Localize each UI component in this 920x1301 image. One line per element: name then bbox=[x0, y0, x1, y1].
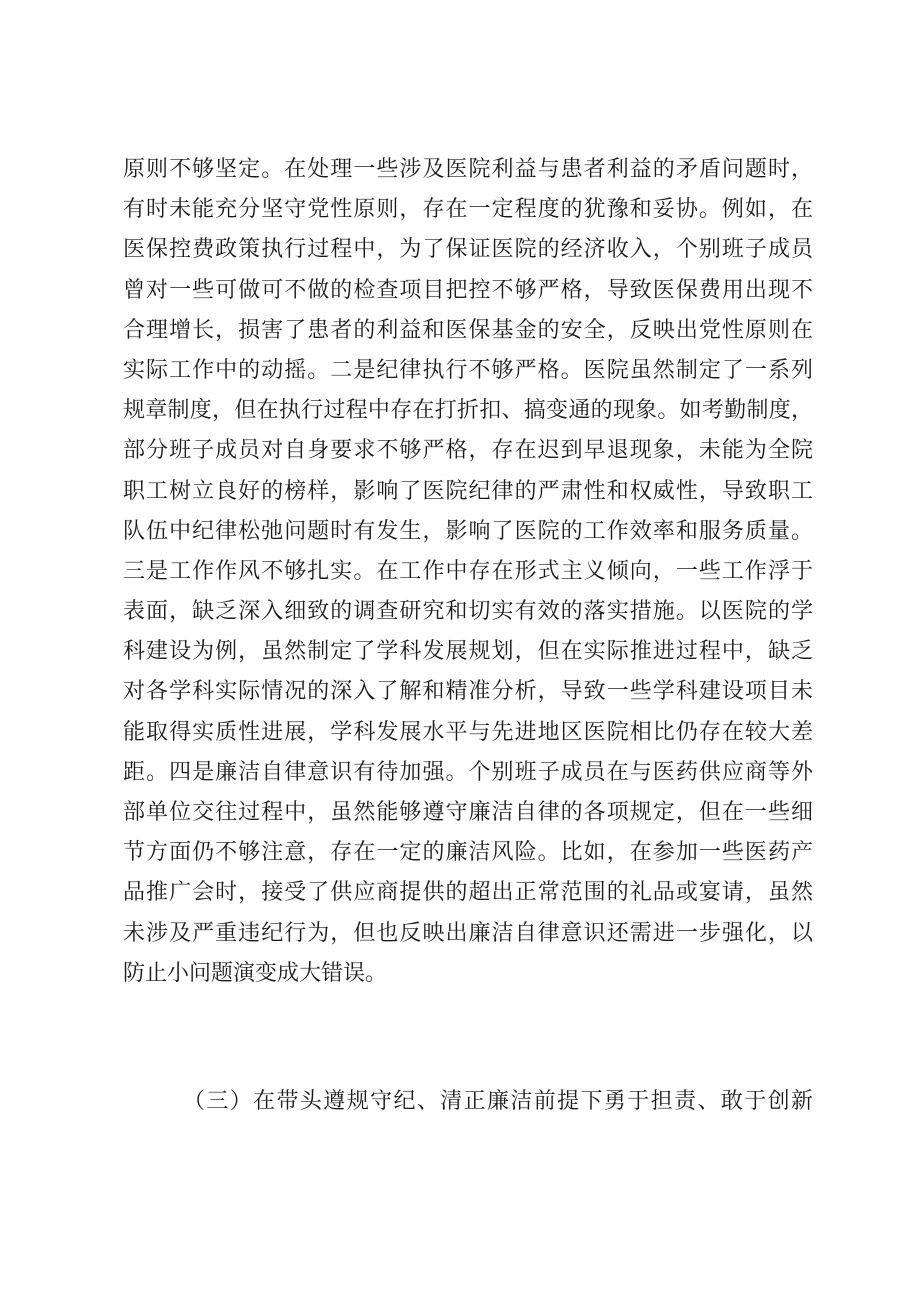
paragraph-line: 合理增长，损害了患者的利益和医保基金的安全，反映出党性原则在 bbox=[123, 317, 813, 343]
paragraph-line: 品推广会时，接受了供应商提供的超出正常范围的礼品或宴请，虽然 bbox=[123, 880, 813, 906]
paragraph-line: 节方面仍不够注意，存在一定的廉洁风险。比如，在参加一些医药产 bbox=[123, 840, 813, 866]
paragraph-line: 未涉及严重违纪行为，但也反映出廉洁自律意识还需进一步强化，以 bbox=[123, 920, 813, 946]
section-heading: （三）在带头遵规守纪、清正廉洁前提下勇于担责、敢于创新 bbox=[183, 1089, 813, 1114]
paragraph-line: 职工树立良好的榜样，影响了医院纪律的严肃性和权威性，导致职工 bbox=[123, 478, 813, 504]
paragraph-line: 距。四是廉洁自律意识有待加强。个别班子成员在与医药供应商等外 bbox=[123, 759, 813, 785]
paragraph-line: 规章制度，但在执行过程中存在打折扣、搞变通的现象。如考勤制度， bbox=[123, 398, 813, 424]
body-paragraph bbox=[123, 150, 813, 994]
paragraph-line: 部分班子成员对自身要求不够严格，存在迟到早退现象，未能为全院 bbox=[123, 438, 813, 464]
paragraph-line: 科建设为例，虽然制定了学科发展规划，但在实际推进过程中，缺乏 bbox=[123, 639, 813, 665]
paragraph-line: 防止小问题演变成大错误。 bbox=[123, 960, 388, 986]
paragraph-line: 对各学科实际情况的深入了解和精准分析，导致一些学科建设项目未 bbox=[123, 679, 813, 705]
paragraph-line: 队伍中纪律松弛问题时有发生，影响了医院的工作效率和服务质量。 bbox=[123, 518, 813, 544]
paragraph-line: 表面，缺乏深入细致的调查研究和切实有效的落实措施。以医院的学 bbox=[123, 599, 813, 625]
paragraph-line: 曾对一些可做可不做的检查项目把控不够严格，导致医保费用出现不 bbox=[123, 277, 813, 303]
paragraph-line: 医保控费政策执行过程中，为了保证医院的经济收入，个别班子成员 bbox=[123, 237, 813, 263]
paragraph-line: 部单位交往过程中，虽然能够遵守廉洁自律的各项规定，但在一些细 bbox=[123, 800, 813, 825]
paragraph-line: 能取得实质性进展，学科发展水平与先进地区医院相比仍存在较大差 bbox=[123, 719, 813, 745]
paragraph-line: 原则不够坚定。在处理一些涉及医院利益与患者利益的矛盾问题时， bbox=[123, 157, 813, 182]
paragraph-line: 有时未能充分坚守党性原则，存在一定程度的犹豫和妥协。例如，在 bbox=[123, 197, 813, 223]
paragraph-line: 实际工作中的动摇。二是纪律执行不够严格。医院虽然制定了一系列 bbox=[123, 357, 813, 383]
paragraph-line: 三是工作作风不够扎实。在工作中存在形式主义倾向，一些工作浮于 bbox=[123, 558, 813, 584]
section-heading-block bbox=[123, 1082, 813, 1122]
